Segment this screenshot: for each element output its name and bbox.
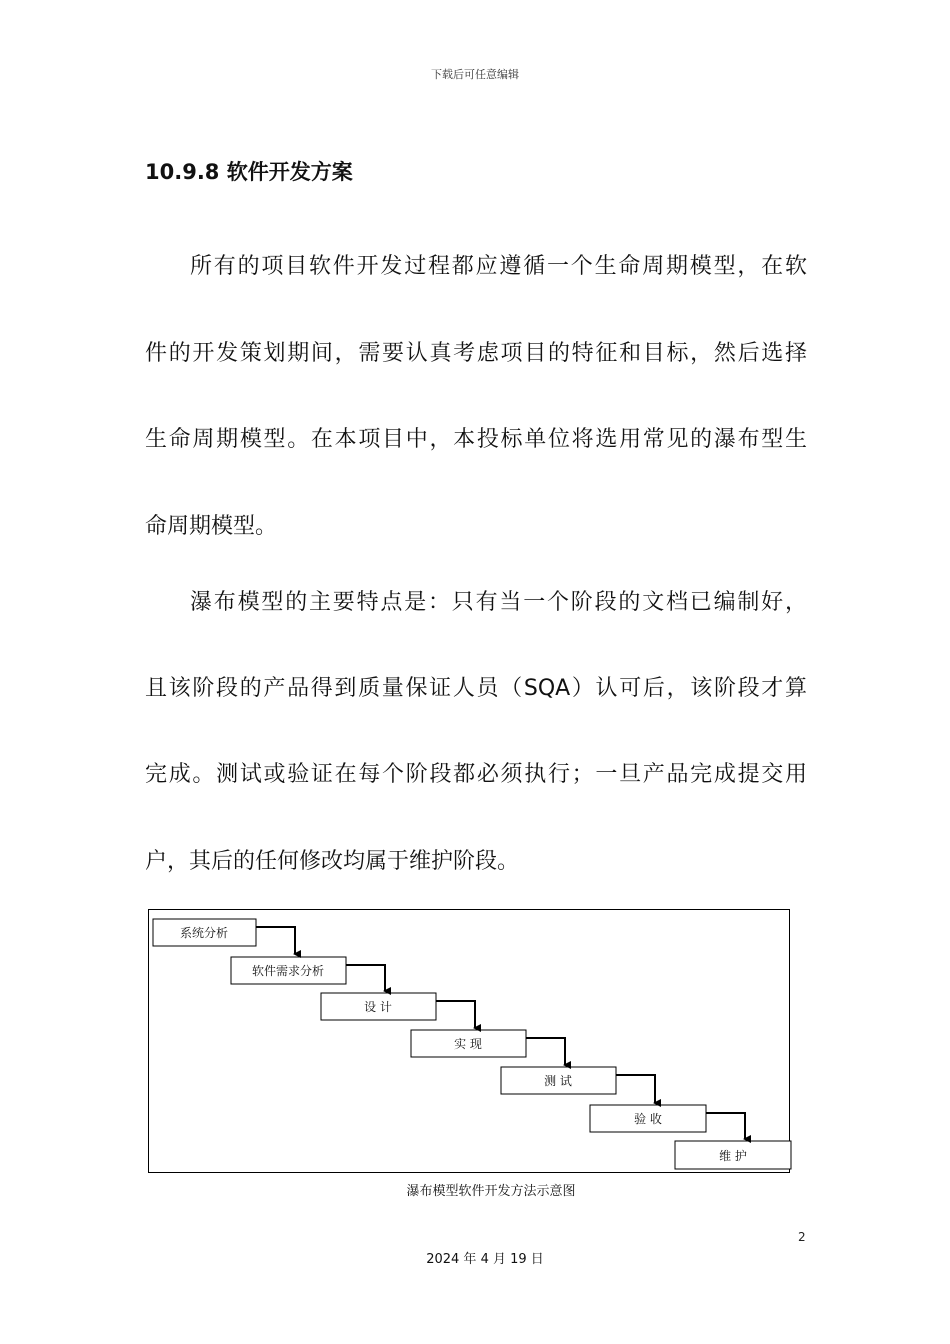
paragraph-2-line-4: 户，其后的任何修改均属于维护阶段。 (145, 849, 520, 874)
diagram-caption: 瀑布模型软件开发方法示意图 (406, 1184, 576, 1199)
arrow-6 (706, 1113, 745, 1139)
step-acceptance (590, 1105, 706, 1132)
step-label-acceptance: 验 收 (634, 1112, 662, 1126)
step-label-design: 设 计 (364, 1000, 392, 1014)
step-implementation (411, 1030, 526, 1057)
step-testing (501, 1067, 616, 1094)
arrow-5 (616, 1075, 655, 1103)
step-label-system-analysis: 系统分析 (179, 926, 229, 940)
paragraph-2-line-1: 瀑布模型的主要特点是：只有当一个阶段的文档已编制好， (190, 590, 807, 615)
paragraph-1-line-2: 件的开发策划期间，需要认真考虑项目的特征和目标，然后选择 (145, 341, 807, 366)
footer-date: 2024 年 4 月 19 日 (426, 1252, 544, 1267)
arrow-3 (436, 1001, 475, 1028)
paragraph-2-line-2: 且该阶段的产品得到质量保证人员（SQA）认可后，该阶段才算 (145, 676, 807, 701)
step-requirements-analysis (231, 957, 346, 984)
step-system-analysis (153, 919, 256, 946)
step-label-implementation: 实 现 (454, 1037, 482, 1051)
step-label-requirements-analysis: 软件需求分析 (251, 964, 325, 978)
section-title: 10.9.8 软件开发方案 (145, 160, 353, 184)
arrow-1 (256, 927, 295, 954)
paragraph-1-line-1: 所有的项目软件开发过程都应遵循一个生命周期模型，在软 (190, 254, 807, 279)
arrow-4 (526, 1038, 565, 1065)
step-design (321, 993, 436, 1020)
paragraph-2-line-3: 完成。测试或验证在每个阶段都必须执行；一旦产品完成提交用 (145, 762, 807, 787)
step-label-testing: 测 试 (544, 1074, 572, 1088)
step-label-maintenance: 维 护 (719, 1149, 747, 1163)
header-note: 下载后可任意编辑 (431, 68, 519, 81)
page-number: 2 (798, 1230, 806, 1244)
paragraph-1-line-4: 命周期模型。 (145, 514, 278, 539)
arrow-2 (346, 965, 385, 991)
paragraph-1-line-3: 生命周期模型。在本项目中，本投标单位将选用常见的瀑布型生 (145, 427, 807, 452)
step-maintenance (675, 1141, 791, 1169)
waterfall-diagram (148, 909, 792, 1175)
